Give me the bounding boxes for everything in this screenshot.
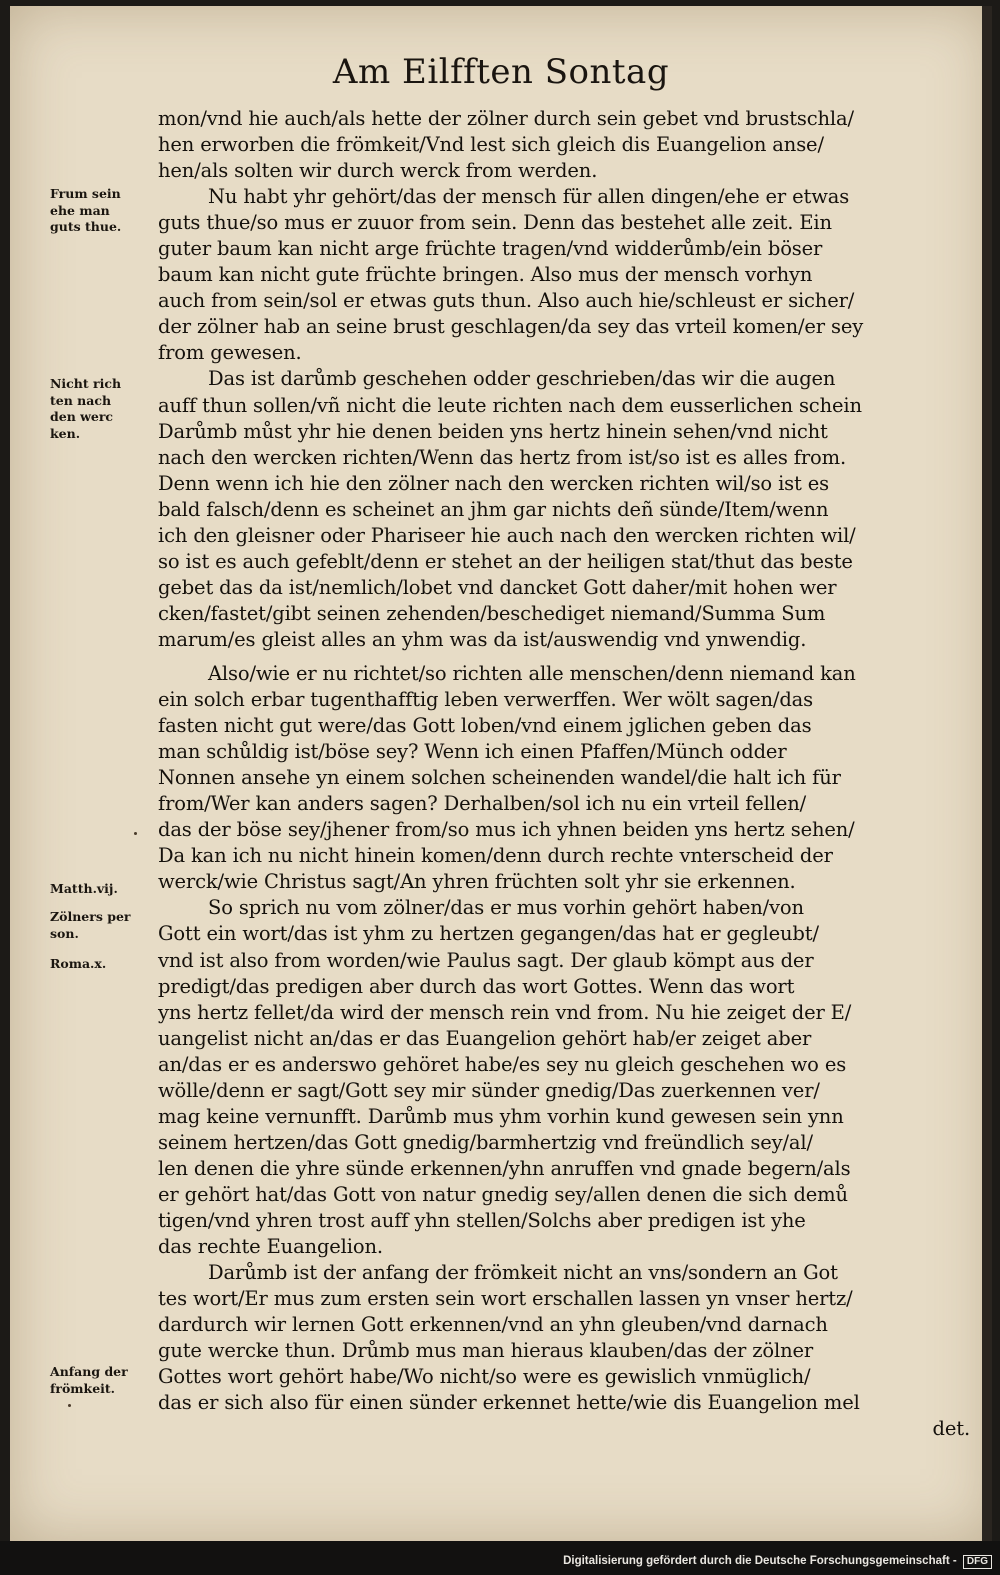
text-line: Denn wenn ich hie den zölner nach den wercken richten wil/so ist es — [158, 471, 829, 495]
text-line: auff thun sollen/vñ nicht die leute richten nach dem eusserlichen schein — [158, 393, 862, 417]
text-line: das der böse sey/jhener from/so mus ich yhnen beiden yns hertz sehen/ — [158, 818, 855, 842]
text-line: seinem hertzen/das Gott gnedig/barmhertzig vnd freündlich sey/al/ — [158, 1130, 813, 1154]
text-line: from/Wer kan anders sagen? Derhalben/sol ich nu ein vrteil fellen/ — [158, 792, 807, 816]
text-line: der zölner hab an seine brust geschlagen/da sey das vrteil komen/er sey — [158, 315, 864, 339]
text-line: yns hertz fellet/da wird der mensch rein vnd from. Nu hie zeiget der E/ — [158, 1000, 852, 1024]
margin-note — [50, 909, 155, 942]
text-line: marum/es gleist alles an yhm was da ist/auswendig vnd ynwendig. — [158, 627, 807, 651]
margin-note — [50, 881, 155, 898]
text-line: from gewesen. — [158, 341, 302, 365]
text-line: an/das er es anderswo gehöret habe/es sey nu gleich geschehen wo es — [158, 1052, 847, 1076]
margin-note-line: Frum sein — [50, 186, 121, 201]
margin-note — [50, 376, 155, 442]
text-line: gebet das da ist/nemlich/lobet vnd dancket Gott daher/mit hohen wer — [158, 575, 837, 599]
text-line: Darůmb můst yhr hie denen beiden yns hertz hinein sehen/vnd nicht — [158, 419, 828, 443]
text-line: tes wort/Er mus zum ersten sein wort erschallen lassen yn vnser hertz/ — [158, 1287, 853, 1311]
margin-note — [50, 186, 155, 236]
text-line: bald falsch/denn es scheinet an jhm gar nichts deñ sünde/Item/wenn — [158, 497, 829, 521]
text-line: Nu habt yhr gehört/das der mensch für allen dingen/ehe er etwas — [208, 185, 850, 209]
ink-speck — [68, 1404, 71, 1407]
text-line: mag keine vernunfft. Darůmb mus yhm vorhin kund gewesen sein ynn — [158, 1104, 844, 1128]
running-header: Am Eilfften Sontag — [332, 52, 670, 92]
margin-note — [50, 956, 155, 973]
text-line: uangelist nicht an/das er das Euangelion gehört hab/er zeiget aber — [158, 1026, 812, 1050]
text-line: guts thue/so mus er zuuor from sein. Denn das bestehet alle zeit. Ein — [158, 211, 832, 235]
text-line: baum kan nicht gute früchte bringen. Also mus der mensch vorhyn — [158, 263, 813, 287]
text-line: das rechte Euangelion. — [158, 1235, 383, 1259]
body-text — [158, 106, 970, 1442]
text-line: Darůmb ist der anfang der frömkeit nicht an vns/sondern an Got — [208, 1261, 838, 1285]
funding-text: Digitalisierung gefördert durch die Deutsche Forschungsgemeinschaft - — [563, 1555, 957, 1567]
text-line: guter baum kan nicht arge früchte tragen/vnd widderůmb/ein böser — [158, 237, 823, 261]
text-line: er gehört hat/das Gott von natur gnedig sey/allen denen die sich demů — [158, 1182, 848, 1206]
text-line: gute wercke thun. Drůmb mus man hieraus klauben/das der zölner — [158, 1339, 814, 1363]
book-page — [10, 6, 992, 1541]
text-line: hen erworben die frömkeit/Vnd lest sich gleich dis Euangelion anse/ — [158, 133, 824, 157]
text-line: Gott ein wort/das ist yhm zu hertzen gegangen/das hat er gegleubt/ — [158, 922, 819, 946]
text-line: auch from sein/sol er etwas guts thun. Also auch hie/schleust er sicher/ — [158, 289, 855, 313]
text-line: cken/fastet/gibt seinen zehenden/beschediget niemand/Summa Sum — [158, 601, 826, 625]
margin-note-line: guts thue. — [50, 219, 122, 234]
margin-note-line: Zölners per — [50, 909, 131, 924]
margin-note-line: ten nach — [50, 392, 112, 408]
text-line: So sprich nu vom zölner/das er mus vorhin gehört haben/von — [208, 896, 804, 920]
text-line: ein solch erbar tugenthafftig leben verwerffen. Wer wölt sagen/das — [158, 688, 814, 712]
text-line: Das ist darůmb geschehen odder geschrieben/das wir die augen — [208, 367, 836, 391]
text-line: Also/wie er nu richtet/so richten alle menschen/denn niemand kan — [208, 661, 856, 685]
text-line: so ist es auch gefeblt/denn er stehet an der heiligen stat/thut das beste — [158, 549, 853, 573]
text-line: fasten nicht gut were/das Gott loben/vnd einem jglichen geben das — [158, 714, 812, 738]
page-edge — [982, 6, 992, 1541]
text-line: len denen die yhre sünde erkennen/yhn anruffen vnd gnade begern/als — [158, 1156, 851, 1180]
text-line: mon/vnd hie auch/als hette der zölner durch sein gebet vnd brustschla/ — [158, 107, 854, 130]
margin-note-line: Roma.x. — [50, 956, 107, 971]
text-line: hen/als solten wir durch werck from werden. — [158, 159, 598, 183]
catchword: det. — [932, 1417, 970, 1441]
text-line: predigt/das predigen aber durch das wort Gottes. Wenn das wort — [158, 974, 795, 998]
text-line: dardurch wir lernen Gott erkennen/vnd an yhn gleuben/vnd darnach — [158, 1313, 828, 1337]
margin-note-line: ehe man — [50, 202, 110, 218]
ink-speck — [134, 832, 137, 835]
margin-note-line: Nicht rich — [50, 376, 122, 391]
text-line: tigen/vnd yhren trost auff yhn stellen/Solchs aber predigen ist yhe — [158, 1208, 806, 1232]
text-line: Da kan ich nu nicht hinein komen/denn durch rechte vnterscheid der — [158, 844, 833, 868]
text-line: wölle/denn er sagt/Gott sey mir sünder gnedig/Das zuerkennen ver/ — [158, 1078, 820, 1102]
text-line: das er sich also für einen sünder erkennet hette/wie dis Euangelion mel — [158, 1391, 860, 1415]
text-line: Gottes wort gehört habe/Wo nicht/so were es gewislich vnmüglich/ — [158, 1365, 811, 1389]
margin-note-line: den werc — [50, 409, 114, 424]
text-line: vnd ist also from worden/wie Paulus sagt. Der glaub kömpt aus der — [158, 948, 814, 972]
margin-note-line: ken. — [50, 425, 81, 441]
margin-note-line: Anfang der — [50, 1364, 128, 1379]
margin-note-line: frömkeit. — [50, 1380, 116, 1396]
text-line: nach den wercken richten/Wenn das hertz from ist/so ist es alles from. — [158, 445, 847, 469]
dfg-logo: DFG — [963, 1555, 992, 1569]
funding-footer — [563, 1555, 992, 1569]
text-line: werck/wie Christus sagt/An yhren früchten solt yhr sie erkennen. — [158, 870, 796, 894]
text-line: man schůldig ist/böse sey? Wenn ich einen Pfaffen/Münch odder — [158, 740, 787, 764]
text-line: Nonnen ansehe yn einem solchen scheinenden wandel/die halt ich für — [158, 766, 841, 790]
margin-note-line: Matth.vij. — [50, 881, 118, 896]
text-line: ich den gleisner oder Phariseer hie auch nach den wercken richten wil/ — [158, 523, 856, 547]
margin-note — [50, 1364, 155, 1397]
margin-note-line: son. — [50, 925, 79, 941]
